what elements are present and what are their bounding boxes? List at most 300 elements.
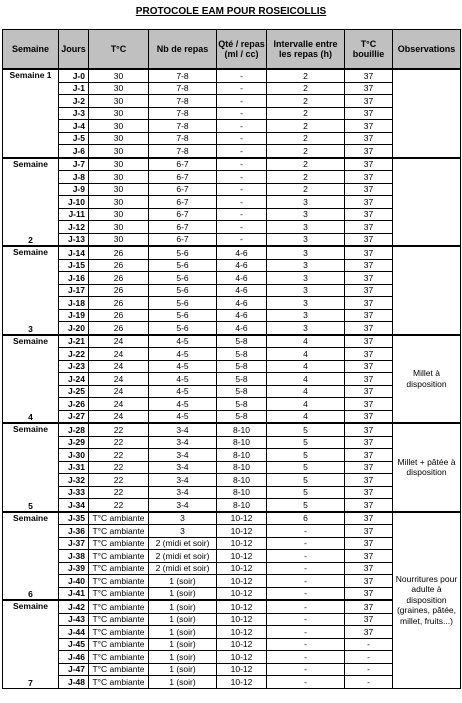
- intervalle-cell: -: [267, 550, 345, 563]
- jour-cell: J-31: [59, 461, 89, 474]
- tc-bouillie-cell: 37: [345, 171, 393, 184]
- table-row: [3, 486, 461, 499]
- nb-repas-cell: 3-4: [149, 423, 217, 436]
- nb-repas-cell: 5-6: [149, 284, 217, 297]
- intervalle-cell: -: [267, 638, 345, 651]
- nb-repas-cell: 5-6: [149, 259, 217, 272]
- table-row: [3, 613, 461, 626]
- jour-cell: J-9: [59, 183, 89, 196]
- nb-repas-cell: 6-7: [149, 171, 217, 184]
- tc-bouillie-cell: 37: [345, 373, 393, 386]
- tc-cell: T°C ambiante: [89, 512, 149, 525]
- tc-cell: 22: [89, 474, 149, 487]
- table-row: [3, 461, 461, 474]
- tc-cell: 30: [89, 107, 149, 120]
- intervalle-cell: 3: [267, 272, 345, 285]
- tc-cell: 22: [89, 436, 149, 449]
- nb-repas-cell: 4-5: [149, 335, 217, 348]
- jour-cell: J-11: [59, 208, 89, 221]
- jour-cell: J-0: [59, 69, 89, 82]
- tc-bouillie-cell: 37: [345, 158, 393, 171]
- table-row: [3, 600, 461, 613]
- qte-cell: 10-12: [217, 512, 267, 525]
- qte-cell: -: [217, 132, 267, 145]
- qte-cell: 4-6: [217, 272, 267, 285]
- intervalle-cell: 2: [267, 158, 345, 171]
- intervalle-cell: 5: [267, 423, 345, 436]
- table-row: [3, 132, 461, 145]
- intervalle-cell: 4: [267, 335, 345, 348]
- qte-cell: 10-12: [217, 575, 267, 588]
- intervalle-cell: 3: [267, 233, 345, 246]
- tc-cell: 30: [89, 208, 149, 221]
- nb-repas-cell: 1 (soir): [149, 676, 217, 689]
- table-row: [3, 410, 461, 423]
- nb-repas-cell: 5-6: [149, 246, 217, 259]
- table-row: [3, 385, 461, 398]
- intervalle-cell: 2: [267, 183, 345, 196]
- qte-cell: 10-12: [217, 587, 267, 600]
- jour-cell: J-41: [59, 587, 89, 600]
- qte-cell: 5-8: [217, 373, 267, 386]
- table-row: [3, 626, 461, 639]
- tc-bouillie-cell: 37: [345, 82, 393, 95]
- tc-cell: T°C ambiante: [89, 626, 149, 639]
- table-row: [3, 297, 461, 310]
- nb-repas-cell: 3-4: [149, 499, 217, 512]
- observations-cell: [393, 158, 461, 247]
- tc-bouillie-cell: -: [345, 638, 393, 651]
- intervalle-cell: 4: [267, 410, 345, 423]
- intervalle-cell: 3: [267, 196, 345, 209]
- observations-cell: Millet à disposition: [393, 335, 461, 424]
- tc-cell: 26: [89, 309, 149, 322]
- tc-cell: 24: [89, 335, 149, 348]
- qte-cell: 10-12: [217, 600, 267, 613]
- qte-cell: -: [217, 158, 267, 171]
- qte-cell: 5-8: [217, 360, 267, 373]
- nb-repas-cell: 3-4: [149, 486, 217, 499]
- week-cell: [3, 423, 59, 512]
- qte-cell: 5-8: [217, 398, 267, 411]
- intervalle-cell: 5: [267, 486, 345, 499]
- tc-bouillie-cell: 37: [345, 233, 393, 246]
- intervalle-cell: -: [267, 600, 345, 613]
- intervalle-cell: 2: [267, 132, 345, 145]
- jour-cell: J-24: [59, 373, 89, 386]
- tc-cell: T°C ambiante: [89, 562, 149, 575]
- table-row: [3, 284, 461, 297]
- jour-cell: J-12: [59, 221, 89, 234]
- nb-repas-cell: 1 (soir): [149, 613, 217, 626]
- nb-repas-cell: 7-8: [149, 95, 217, 108]
- tc-cell: 26: [89, 259, 149, 272]
- qte-cell: 8-10: [217, 474, 267, 487]
- tc-bouillie-cell: -: [345, 676, 393, 689]
- tc-bouillie-cell: 37: [345, 297, 393, 310]
- table-row: [3, 95, 461, 108]
- header-observations: Observations: [393, 30, 461, 70]
- nb-repas-cell: 1 (soir): [149, 663, 217, 676]
- tc-cell: T°C ambiante: [89, 525, 149, 538]
- tc-bouillie-cell: 37: [345, 196, 393, 209]
- tc-bouillie-cell: 37: [345, 449, 393, 462]
- tc-bouillie-cell: 37: [345, 562, 393, 575]
- tc-cell: T°C ambiante: [89, 638, 149, 651]
- table-row: [3, 398, 461, 411]
- qte-cell: 10-12: [217, 537, 267, 550]
- tc-cell: 30: [89, 132, 149, 145]
- qte-cell: 8-10: [217, 486, 267, 499]
- intervalle-cell: 3: [267, 259, 345, 272]
- jour-cell: J-1: [59, 82, 89, 95]
- nb-repas-cell: 4-5: [149, 398, 217, 411]
- jour-cell: J-29: [59, 436, 89, 449]
- jour-cell: J-6: [59, 145, 89, 158]
- tc-cell: 30: [89, 145, 149, 158]
- tc-cell: T°C ambiante: [89, 537, 149, 550]
- nb-repas-cell: 6-7: [149, 183, 217, 196]
- table-row: [3, 335, 461, 348]
- tc-cell: T°C ambiante: [89, 575, 149, 588]
- week-label: Semaine: [13, 601, 48, 611]
- tc-cell: 22: [89, 486, 149, 499]
- table-row: [3, 638, 461, 651]
- nb-repas-cell: 7-8: [149, 69, 217, 82]
- header-tc: T°C: [89, 30, 149, 70]
- week-cell: [3, 335, 59, 424]
- qte-cell: 4-6: [217, 259, 267, 272]
- nb-repas-cell: 6-7: [149, 208, 217, 221]
- week-cell: [3, 512, 59, 601]
- intervalle-cell: 5: [267, 449, 345, 462]
- qte-cell: 4-6: [217, 297, 267, 310]
- qte-cell: 5-8: [217, 335, 267, 348]
- jour-cell: J-35: [59, 512, 89, 525]
- nb-repas-cell: 4-5: [149, 360, 217, 373]
- table-row: [3, 587, 461, 600]
- intervalle-cell: -: [267, 613, 345, 626]
- intervalle-cell: 4: [267, 398, 345, 411]
- qte-cell: -: [217, 221, 267, 234]
- tc-bouillie-cell: 37: [345, 474, 393, 487]
- table-row: [3, 221, 461, 234]
- jour-cell: J-14: [59, 246, 89, 259]
- week-number: 4: [28, 412, 33, 422]
- table-row: [3, 373, 461, 386]
- jour-cell: J-48: [59, 676, 89, 689]
- nb-repas-cell: 1 (soir): [149, 638, 217, 651]
- qte-cell: 10-12: [217, 525, 267, 538]
- tc-bouillie-cell: 37: [345, 398, 393, 411]
- nb-repas-cell: 5-6: [149, 309, 217, 322]
- jour-cell: J-28: [59, 423, 89, 436]
- tc-bouillie-cell: 37: [345, 360, 393, 373]
- qte-cell: 8-10: [217, 436, 267, 449]
- jour-cell: J-7: [59, 158, 89, 171]
- tc-bouillie-cell: 37: [345, 335, 393, 348]
- jour-cell: J-16: [59, 272, 89, 285]
- table-row: [3, 474, 461, 487]
- nb-repas-cell: 3-4: [149, 461, 217, 474]
- tc-cell: 22: [89, 461, 149, 474]
- table-row: [3, 233, 461, 246]
- qte-cell: -: [217, 183, 267, 196]
- jour-cell: J-33: [59, 486, 89, 499]
- intervalle-cell: 3: [267, 221, 345, 234]
- tc-bouillie-cell: 37: [345, 259, 393, 272]
- nb-repas-cell: 6-7: [149, 158, 217, 171]
- tc-bouillie-cell: 37: [345, 385, 393, 398]
- table-row: [3, 309, 461, 322]
- protocol-table: [2, 29, 461, 689]
- intervalle-cell: 5: [267, 499, 345, 512]
- tc-bouillie-cell: 37: [345, 183, 393, 196]
- qte-cell: -: [217, 171, 267, 184]
- week-label: Semaine 1: [9, 70, 52, 80]
- header-jours: Jours: [59, 30, 89, 70]
- intervalle-cell: -: [267, 663, 345, 676]
- jour-cell: J-22: [59, 348, 89, 361]
- jour-cell: J-42: [59, 600, 89, 613]
- jour-cell: J-38: [59, 550, 89, 563]
- jour-cell: J-39: [59, 562, 89, 575]
- table-row: [3, 145, 461, 158]
- tc-cell: 30: [89, 233, 149, 246]
- tc-cell: 30: [89, 82, 149, 95]
- page-title: PROTOCOLE EAM POUR ROSEICOLLIS: [135, 6, 327, 17]
- header-row: [3, 30, 461, 70]
- table-row: [3, 512, 461, 525]
- observations-cell: [393, 69, 461, 158]
- table-row: [3, 562, 461, 575]
- tc-cell: 24: [89, 348, 149, 361]
- jour-cell: J-15: [59, 259, 89, 272]
- intervalle-cell: 2: [267, 95, 345, 108]
- table-row: [3, 196, 461, 209]
- tc-cell: 26: [89, 246, 149, 259]
- tc-bouillie-cell: 37: [345, 600, 393, 613]
- tc-bouillie-cell: 37: [345, 550, 393, 563]
- nb-repas-cell: 5-6: [149, 272, 217, 285]
- jour-cell: J-25: [59, 385, 89, 398]
- qte-cell: -: [217, 107, 267, 120]
- week-label: Semaine: [13, 335, 48, 346]
- jour-cell: J-40: [59, 575, 89, 588]
- jour-cell: J-32: [59, 474, 89, 487]
- table-body: [3, 69, 461, 688]
- tc-cell: 22: [89, 499, 149, 512]
- table-row: [3, 69, 461, 82]
- intervalle-cell: 6: [267, 512, 345, 525]
- week-cell: [3, 69, 59, 158]
- intervalle-cell: 5: [267, 461, 345, 474]
- jour-cell: J-2: [59, 95, 89, 108]
- jour-cell: J-46: [59, 651, 89, 664]
- intervalle-cell: 3: [267, 297, 345, 310]
- jour-cell: J-10: [59, 196, 89, 209]
- nb-repas-cell: 4-5: [149, 385, 217, 398]
- tc-bouillie-cell: 37: [345, 410, 393, 423]
- jour-cell: J-26: [59, 398, 89, 411]
- nb-repas-cell: 3-4: [149, 436, 217, 449]
- qte-cell: -: [217, 120, 267, 133]
- nb-repas-cell: 6-7: [149, 196, 217, 209]
- qte-cell: -: [217, 208, 267, 221]
- week-label: Semaine: [13, 512, 48, 523]
- intervalle-cell: 2: [267, 120, 345, 133]
- intervalle-cell: 3: [267, 309, 345, 322]
- table-row: [3, 272, 461, 285]
- table-row: [3, 322, 461, 335]
- jour-cell: J-23: [59, 360, 89, 373]
- tc-cell: T°C ambiante: [89, 676, 149, 689]
- tc-bouillie-cell: 37: [345, 587, 393, 600]
- intervalle-cell: 3: [267, 322, 345, 335]
- tc-cell: 26: [89, 297, 149, 310]
- qte-cell: 10-12: [217, 638, 267, 651]
- table-row: [3, 423, 461, 436]
- tc-cell: 24: [89, 373, 149, 386]
- qte-cell: 8-10: [217, 499, 267, 512]
- jour-cell: J-19: [59, 309, 89, 322]
- nb-repas-cell: 6-7: [149, 221, 217, 234]
- qte-cell: 5-8: [217, 348, 267, 361]
- header-tc-bouillie: T°C bouillie: [345, 30, 393, 70]
- tc-bouillie-cell: 37: [345, 95, 393, 108]
- tc-bouillie-cell: 37: [345, 525, 393, 538]
- qte-cell: 5-8: [217, 385, 267, 398]
- week-cell: [3, 246, 59, 335]
- intervalle-cell: 4: [267, 373, 345, 386]
- intervalle-cell: -: [267, 537, 345, 550]
- qte-cell: 10-12: [217, 613, 267, 626]
- nb-repas-cell: 1 (soir): [149, 626, 217, 639]
- table-row: [3, 575, 461, 588]
- week-number: 5: [28, 500, 33, 511]
- nb-repas-cell: 7-8: [149, 132, 217, 145]
- jour-cell: J-43: [59, 613, 89, 626]
- qte-cell: 4-6: [217, 246, 267, 259]
- nb-repas-cell: 5-6: [149, 297, 217, 310]
- table-row: [3, 259, 461, 272]
- jour-cell: J-8: [59, 171, 89, 184]
- qte-cell: 8-10: [217, 423, 267, 436]
- intervalle-cell: -: [267, 587, 345, 600]
- table-row: [3, 499, 461, 512]
- week-cell: [3, 158, 59, 247]
- tc-cell: T°C ambiante: [89, 587, 149, 600]
- qte-cell: 10-12: [217, 626, 267, 639]
- qte-cell: 10-12: [217, 562, 267, 575]
- tc-cell: 30: [89, 196, 149, 209]
- qte-cell: -: [217, 196, 267, 209]
- tc-bouillie-cell: 37: [345, 461, 393, 474]
- tc-cell: 24: [89, 385, 149, 398]
- tc-bouillie-cell: 37: [345, 132, 393, 145]
- nb-repas-cell: 1 (soir): [149, 600, 217, 613]
- intervalle-cell: -: [267, 525, 345, 538]
- intervalle-cell: -: [267, 626, 345, 639]
- intervalle-cell: 3: [267, 246, 345, 259]
- nb-repas-cell: 7-8: [149, 145, 217, 158]
- tc-cell: 30: [89, 120, 149, 133]
- tc-bouillie-cell: 37: [345, 436, 393, 449]
- table-row: [3, 663, 461, 676]
- tc-cell: 30: [89, 221, 149, 234]
- nb-repas-cell: 3-4: [149, 449, 217, 462]
- table-row: [3, 82, 461, 95]
- tc-bouillie-cell: -: [345, 651, 393, 664]
- tc-cell: 26: [89, 322, 149, 335]
- intervalle-cell: -: [267, 676, 345, 689]
- jour-cell: J-18: [59, 297, 89, 310]
- tc-bouillie-cell: 37: [345, 348, 393, 361]
- jour-cell: J-4: [59, 120, 89, 133]
- header-semaine: Semaine: [3, 30, 59, 70]
- week-label: Semaine: [13, 424, 48, 434]
- nb-repas-cell: 3-4: [149, 474, 217, 487]
- tc-cell: 30: [89, 95, 149, 108]
- nb-repas-cell: 4-5: [149, 373, 217, 386]
- observations-cell: Nourritures pour adulte à disposition (graines, pâtée, millet, fruits...): [393, 512, 461, 689]
- nb-repas-cell: 3: [149, 512, 217, 525]
- tc-bouillie-cell: 37: [345, 537, 393, 550]
- nb-repas-cell: 7-8: [149, 82, 217, 95]
- tc-bouillie-cell: 37: [345, 272, 393, 285]
- intervalle-cell: -: [267, 575, 345, 588]
- nb-repas-cell: 4-5: [149, 348, 217, 361]
- header-intervalle: Intervalle entre les repas (h): [267, 30, 345, 70]
- nb-repas-cell: 5-6: [149, 322, 217, 335]
- tc-bouillie-cell: 37: [345, 613, 393, 626]
- tc-cell: 26: [89, 272, 149, 285]
- tc-bouillie-cell: 37: [345, 69, 393, 82]
- intervalle-cell: 5: [267, 474, 345, 487]
- tc-bouillie-cell: 37: [345, 626, 393, 639]
- week-cell: [3, 600, 59, 688]
- jour-cell: J-30: [59, 449, 89, 462]
- tc-bouillie-cell: 37: [345, 145, 393, 158]
- qte-cell: -: [217, 145, 267, 158]
- qte-cell: 4-6: [217, 284, 267, 297]
- qte-cell: -: [217, 82, 267, 95]
- header-nb-repas: Nb de repas: [149, 30, 217, 70]
- tc-cell: 24: [89, 410, 149, 423]
- intervalle-cell: 2: [267, 107, 345, 120]
- tc-bouillie-cell: 37: [345, 423, 393, 436]
- nb-repas-cell: 2 (midi et soir): [149, 537, 217, 550]
- tc-bouillie-cell: 37: [345, 309, 393, 322]
- week-number: 2: [28, 235, 33, 245]
- nb-repas-cell: 1 (soir): [149, 651, 217, 664]
- intervalle-cell: 5: [267, 436, 345, 449]
- tc-bouillie-cell: 37: [345, 208, 393, 221]
- observations-cell: Millet + pâtée à disposition: [393, 423, 461, 512]
- table-row: [3, 171, 461, 184]
- jour-cell: J-20: [59, 322, 89, 335]
- tc-cell: 30: [89, 171, 149, 184]
- observations-cell: [393, 246, 461, 335]
- tc-cell: T°C ambiante: [89, 613, 149, 626]
- table-row: [3, 537, 461, 550]
- tc-cell: T°C ambiante: [89, 550, 149, 563]
- tc-bouillie-cell: 37: [345, 221, 393, 234]
- nb-repas-cell: 4-5: [149, 410, 217, 423]
- intervalle-cell: 2: [267, 69, 345, 82]
- tc-bouillie-cell: 37: [345, 322, 393, 335]
- week-label: Semaine: [13, 247, 48, 257]
